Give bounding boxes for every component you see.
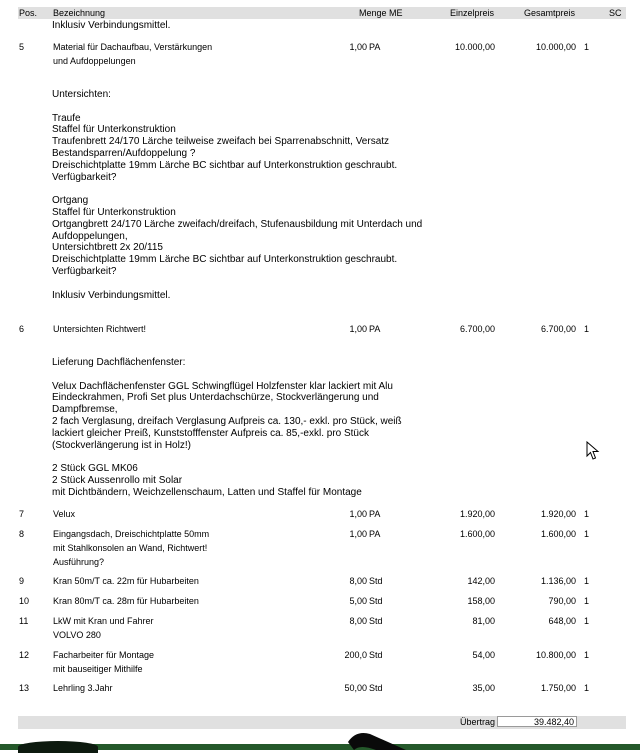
item-menge: 5,00 bbox=[349, 596, 367, 606]
velux-line: mit Dichtbändern, Weichzellenschaum, Latten und Staffel für Montage bbox=[52, 486, 362, 498]
untersichten-line: Untersichtbrett 2x 20/115 bbox=[52, 242, 163, 254]
item-pos: 13 bbox=[19, 683, 30, 693]
item-menge: 8,00 bbox=[349, 616, 367, 626]
item-einzelpreis: 142,00 bbox=[467, 576, 495, 586]
item-menge: 8,00 bbox=[349, 576, 367, 586]
item-einzelpreis: 35,00 bbox=[472, 683, 495, 693]
velux-line: Dampfbremse, bbox=[52, 404, 118, 416]
velux-line: lackiert gleicher Preiß, Kunststofffenster Aufpreis ca. 85,-exkl. pro Stück bbox=[52, 427, 369, 439]
item-einzelpreis: 81,00 bbox=[472, 616, 495, 626]
item-description-line: Facharbeiter für Montage bbox=[53, 650, 155, 660]
item-sc: 1 bbox=[584, 616, 590, 626]
item-pos: 7 bbox=[19, 509, 25, 519]
item-sc: 1 bbox=[584, 683, 590, 693]
item-description-line: Ausführung? bbox=[53, 557, 105, 567]
untersichten-line: Ortgangbrett 24/170 Lärche zweifach/dreifach, Stufenausbildung mit Unterdach und bbox=[52, 218, 423, 230]
item-description-line: Untersichten Richtwert! bbox=[53, 324, 147, 334]
item-me: Std bbox=[369, 683, 383, 693]
velux-line: 2 Stück Aussenrollo mit Solar bbox=[52, 475, 183, 486]
item-gesamtpreis: 648,00 bbox=[548, 616, 576, 626]
untersichten-line: Dreischichtplatte 19mm Lärche BC sichtbar auf Unterkonstruktion geschraubt. bbox=[52, 159, 398, 171]
item-pos: 11 bbox=[19, 616, 29, 626]
item-pos: 5 bbox=[19, 42, 25, 52]
item-gesamtpreis: 10.000,00 bbox=[535, 42, 576, 52]
item-description-line: und Aufdoppelungen bbox=[53, 56, 136, 66]
item-menge: 1,00 bbox=[349, 509, 367, 519]
header-me: ME bbox=[389, 8, 403, 18]
intro-line: Inklusiv Verbindungsmittel. bbox=[52, 20, 171, 31]
item-me: Std bbox=[369, 576, 383, 586]
item-me: PA bbox=[369, 509, 381, 519]
velux-line: 2 Stück GGL MK06 bbox=[52, 463, 138, 475]
header-pos: Pos. bbox=[19, 8, 38, 18]
uebertrag-value: 39.482,40 bbox=[497, 716, 577, 727]
velux-line: Velux Dachflächenfenster GGL Schwingflügel Holzfenster klar lackiert mit Alu bbox=[52, 380, 393, 392]
item-gesamtpreis: 10.800,00 bbox=[535, 650, 576, 660]
item-sc: 1 bbox=[584, 529, 590, 539]
velux-line: 2 fach Verglasung, dreifach Verglasung Aufpreis ca. 130,- exkl. pro Stück, weiß bbox=[52, 416, 402, 427]
item-pos: 12 bbox=[19, 650, 30, 660]
item-sc: 1 bbox=[584, 596, 590, 606]
item-me: Std bbox=[369, 650, 383, 660]
item-description-line: Kran 80m/T ca. 28m für Hubarbeiten bbox=[53, 596, 199, 606]
item-gesamtpreis: 790,00 bbox=[548, 596, 576, 606]
item-me: Std bbox=[369, 596, 383, 606]
item-sc: 1 bbox=[584, 42, 590, 52]
untersichten-line: Verfügbarkeit? bbox=[52, 171, 117, 183]
item-description-line: mit Stahlkonsolen an Wand, Richtwert! bbox=[53, 543, 208, 553]
table-header bbox=[18, 7, 626, 19]
velux-line: Lieferung Dachflächenfenster: bbox=[52, 357, 186, 368]
item-einzelpreis: 54,00 bbox=[472, 650, 495, 660]
untersichten-line: Traufe bbox=[52, 112, 81, 124]
untersichten-line: Aufdoppelungen, bbox=[52, 230, 128, 242]
bottom-band-curve bbox=[18, 741, 98, 753]
header-bezeichnung: Bezeichnung bbox=[53, 8, 106, 18]
item-description-line: Eingangsdach, Dreischichtplatte 50mm bbox=[53, 529, 210, 539]
item-pos: 9 bbox=[19, 576, 25, 586]
untersichten-line: Staffel für Unterkonstruktion bbox=[52, 207, 176, 218]
header-gesamtpreis: Gesamtpreis bbox=[524, 8, 576, 18]
item-description-line: VOLVO 280 bbox=[53, 630, 101, 640]
item-description-line: mit bauseitiger Mithilfe bbox=[53, 664, 143, 674]
item-sc: 1 bbox=[584, 576, 590, 586]
untersichten-line: Verfügbarkeit? bbox=[52, 266, 117, 277]
header-sc: SC bbox=[609, 8, 622, 18]
uebertrag-label: Übertrag bbox=[459, 717, 495, 727]
untersichten-line: Bestandsparren/Aufdoppelung ? bbox=[52, 148, 196, 159]
item-description-line: Material für Dachaufbau, Verstärkungen bbox=[53, 42, 213, 52]
item-description-line: Lehrling 3.Jahr bbox=[53, 683, 113, 693]
untersichten-line: Ortgang bbox=[52, 195, 89, 207]
velux-line: Eindeckrahmen, Profi Set plus Unterdachschürze, Stockverlängerung und bbox=[52, 392, 379, 404]
item-pos: 6 bbox=[19, 324, 25, 334]
item-menge: 1,00 bbox=[349, 529, 367, 539]
item-einzelpreis: 158,00 bbox=[467, 596, 495, 606]
item-me: Std bbox=[369, 616, 383, 626]
velux-line: (Stockverlängerung ist in Holz!) bbox=[52, 439, 191, 451]
item-gesamtpreis: 1.920,00 bbox=[540, 509, 576, 519]
item-me: PA bbox=[369, 42, 381, 52]
item-gesamtpreis: 1.136,00 bbox=[540, 576, 576, 586]
header-einzelpreis: Einzelpreis bbox=[450, 8, 495, 18]
item-menge: 1,00 bbox=[349, 42, 367, 52]
item-pos: 10 bbox=[19, 596, 30, 606]
item-pos: 8 bbox=[19, 529, 25, 539]
item-me: PA bbox=[369, 529, 381, 539]
untersichten-line: Traufenbrett 24/170 Lärche teilweise zweifach bei Sparrenabschnitt, Versatz bbox=[52, 136, 390, 148]
item-sc: 1 bbox=[584, 650, 590, 660]
item-einzelpreis: 1.920,00 bbox=[459, 509, 495, 519]
item-me: PA bbox=[369, 324, 381, 334]
item-sc: 1 bbox=[584, 324, 590, 334]
untersichten-line: Dreischichtplatte 19mm Lärche BC sichtbar auf Unterkonstruktion geschraubt. bbox=[52, 254, 398, 266]
item-description-line: LkW mit Kran und Fahrer bbox=[53, 616, 154, 626]
item-gesamtpreis: 6.700,00 bbox=[540, 324, 576, 334]
item-einzelpreis: 1.600,00 bbox=[459, 529, 495, 539]
item-einzelpreis: 10.000,00 bbox=[454, 42, 495, 52]
mouse-pointer-icon bbox=[586, 441, 600, 461]
item-description-line: Kran 50m/T ca. 22m für Hubarbeiten bbox=[53, 576, 199, 586]
item-menge: 200,0 bbox=[344, 650, 367, 660]
item-menge: 50,00 bbox=[344, 683, 367, 693]
untersichten-line: Staffel für Unterkonstruktion bbox=[52, 124, 176, 136]
item-sc: 1 bbox=[584, 509, 590, 519]
dark-cable-shape bbox=[346, 730, 410, 750]
item-gesamtpreis: 1.750,00 bbox=[540, 683, 576, 693]
untersichten-line: Inklusiv Verbindungsmittel. bbox=[52, 289, 171, 301]
item-menge: 1,00 bbox=[349, 324, 367, 334]
item-description-line: Velux bbox=[53, 509, 76, 519]
item-einzelpreis: 6.700,00 bbox=[459, 324, 495, 334]
untersichten-line: Untersichten: bbox=[52, 89, 111, 100]
item-gesamtpreis: 1.600,00 bbox=[540, 529, 576, 539]
header-menge: Menge bbox=[359, 8, 387, 18]
